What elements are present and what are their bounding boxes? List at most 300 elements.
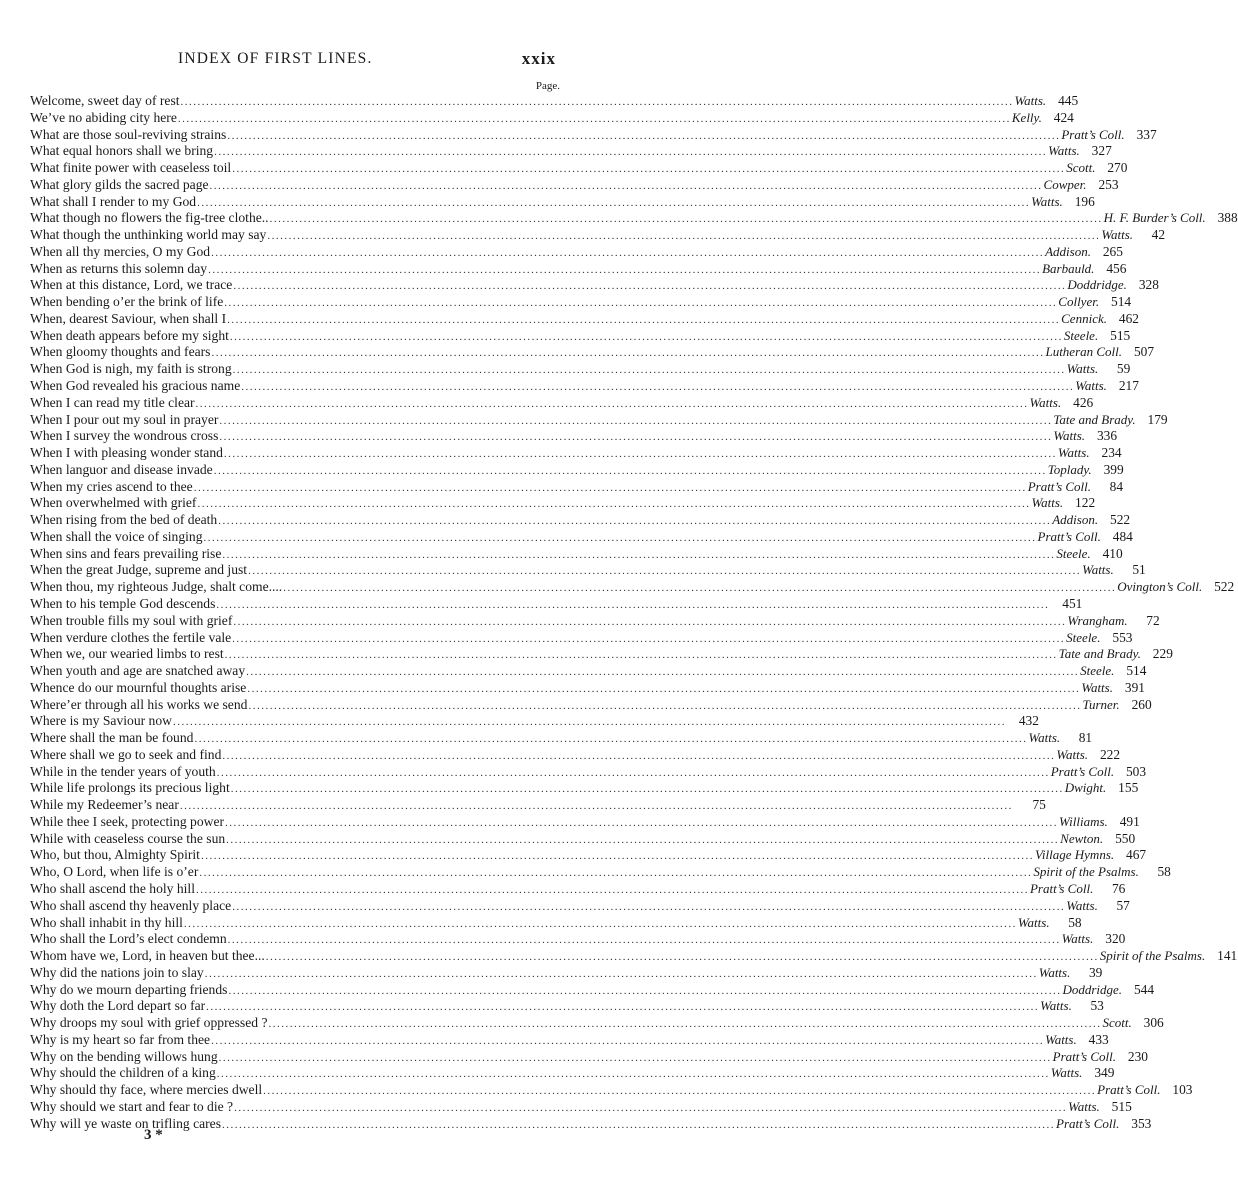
index-entry	[30, 277, 1159, 294]
dot-leader	[247, 681, 1080, 698]
hymn-page-number: 432	[1018, 713, 1039, 729]
author-name: Steele.	[1066, 629, 1101, 645]
index-entry	[30, 646, 1173, 663]
hymn-page-number: 196	[1074, 193, 1095, 209]
dot-leader	[226, 832, 1059, 849]
author-name: Addison.	[1052, 512, 1099, 528]
first-line: Why should we start and fear to die ?	[30, 1098, 234, 1114]
hymn-page-number: 391	[1124, 679, 1145, 695]
dot-leader	[222, 748, 1055, 765]
first-line: Why will ye waste on trifling cares	[30, 1115, 222, 1131]
index-entry	[30, 160, 1128, 177]
hymn-page-number: 522	[1214, 579, 1235, 595]
dot-leader	[225, 647, 1058, 664]
dot-leader	[227, 128, 1060, 145]
index-entry	[30, 864, 1171, 881]
first-line: Why should thy face, where mercies dwell	[30, 1082, 263, 1098]
dot-leader	[225, 815, 1058, 832]
first-line: What are those soul-reviving strains	[30, 126, 227, 142]
author-name: Ovington’s Coll.	[1117, 579, 1203, 595]
hymn-page-number: 503	[1125, 763, 1147, 779]
first-line: While life prolongs its precious light	[30, 780, 230, 796]
dot-leader	[218, 513, 1051, 530]
first-line: What equal honors shall we bring	[30, 143, 214, 159]
first-line: When I pour out my soul in prayer	[30, 411, 219, 427]
author-name: Pratt’s Coll.	[1061, 126, 1125, 142]
index-entry	[30, 847, 1147, 864]
index-entry	[30, 210, 1238, 227]
hymn-page-number: 467	[1126, 847, 1147, 863]
first-line: When my cries ascend to thee	[30, 478, 193, 494]
index-entry	[30, 914, 1082, 932]
first-line: When sins and fears prevailing rise	[30, 545, 222, 561]
dot-leader	[233, 278, 1066, 295]
dot-leader	[224, 446, 1057, 463]
dot-leader	[232, 161, 1065, 178]
index-entry	[30, 495, 1096, 512]
first-line: Who shall the Lord’s elect condemn	[30, 931, 227, 947]
author-name: Toplady.	[1047, 461, 1092, 477]
dot-leader	[248, 563, 1081, 580]
hymn-page-number: 336	[1096, 428, 1118, 444]
first-line: Why on the bending willows hung	[30, 1048, 218, 1064]
author-name: Cennick.	[1061, 310, 1107, 326]
index-entry	[30, 763, 1147, 781]
dot-leader	[194, 731, 1027, 748]
author-name: Pratt’s Coll.	[1056, 1115, 1120, 1131]
author-name: Cowper.	[1043, 176, 1087, 192]
hymn-page-number: 320	[1105, 931, 1126, 947]
author-name: Pratt’s Coll.	[1029, 880, 1094, 896]
author-name: Newton.	[1060, 830, 1104, 846]
author-name: Watts.	[1028, 730, 1061, 746]
dot-leader	[210, 178, 1043, 195]
dot-leader	[205, 966, 1038, 983]
hymn-page-number: 514	[1126, 663, 1147, 679]
author-name: Pratt’s Coll.	[1052, 1048, 1116, 1064]
index-entry	[30, 411, 1168, 429]
index-entry	[30, 998, 1104, 1015]
first-line: When shall the voice of singing	[30, 528, 203, 544]
dot-leader	[211, 1033, 1044, 1050]
index-entry	[30, 294, 1132, 311]
first-line: Who, O Lord, when life is o’er	[30, 864, 199, 880]
first-line: When gloomy thoughts and fears	[30, 344, 211, 360]
dot-leader	[233, 614, 1066, 631]
author-name: Watts.	[1031, 193, 1063, 209]
first-line: What finite power with ceaseless toil	[30, 160, 232, 176]
first-line: When, dearest Saviour, when shall I	[30, 310, 227, 326]
first-line: Where’er through all his works we send	[30, 696, 248, 712]
dot-leader	[208, 262, 1041, 279]
hymn-page-number: 270	[1107, 160, 1128, 176]
dot-leader	[228, 932, 1061, 949]
first-line: Who shall ascend the holy hill	[30, 880, 195, 896]
hymn-page-number: 58	[1068, 914, 1082, 930]
author-name: H. F. Burder’s Coll.	[1103, 210, 1206, 226]
index-entry	[30, 562, 1146, 579]
first-line: When rising from the bed of death	[30, 512, 218, 528]
dot-leader	[197, 195, 1030, 212]
first-line: While in the tender years of youth	[30, 763, 216, 779]
hymn-page-number: 353	[1131, 1115, 1152, 1131]
hymn-page-number: 81	[1078, 730, 1093, 746]
first-line: When languor and disease invade	[30, 461, 213, 477]
hymn-page-number: 58	[1157, 864, 1171, 880]
first-line: Where shall we go to seek and find	[30, 746, 222, 762]
author-name: Collyer.	[1058, 294, 1100, 310]
hymn-page-number: 507	[1133, 344, 1155, 360]
author-name: Watts.	[1040, 998, 1072, 1014]
first-line: When the great Judge, supreme and just	[30, 562, 248, 578]
index-entry	[30, 361, 1131, 378]
first-line: What shall I render to my God	[30, 193, 197, 209]
running-header	[0, 50, 640, 74]
index-entry	[30, 612, 1160, 630]
first-line: What though no flowers the fig-tree clothe..	[30, 210, 269, 226]
hymn-page-number: 410	[1102, 545, 1123, 561]
index-entry	[30, 512, 1131, 529]
first-line: When all thy mercies, O my God	[30, 243, 211, 259]
index-entry	[30, 746, 1121, 764]
first-line: When overwhelmed with grief	[30, 495, 197, 511]
index-entry	[30, 227, 1166, 244]
first-line: When bending o’er the brink of life	[30, 294, 224, 310]
index-entry	[30, 730, 1093, 747]
dot-leader	[219, 1050, 1052, 1067]
dot-leader	[178, 111, 1011, 128]
dot-leader	[201, 848, 1034, 865]
first-line: Whence do our mournful thoughts arise	[30, 679, 247, 695]
index-entry	[30, 713, 1039, 730]
dot-leader	[268, 1016, 1101, 1033]
index-entry	[30, 260, 1127, 278]
hymn-page-number: 399	[1103, 461, 1124, 477]
first-line: Why should the children of a king	[30, 1065, 216, 1081]
dot-leader	[197, 496, 1030, 513]
first-line: When trouble fills my soul with grief	[30, 612, 233, 628]
index-entry	[30, 830, 1136, 848]
hymn-page-number: 451	[1062, 595, 1083, 611]
index-entry	[30, 880, 1126, 898]
dot-leader	[241, 379, 1074, 396]
dot-leader	[248, 698, 1081, 715]
dot-leader	[211, 345, 1044, 362]
dot-leader	[214, 463, 1047, 480]
hymn-page-number: 515	[1111, 1098, 1132, 1114]
first-line: Who, but thou, Almighty Spirit	[30, 847, 200, 863]
dot-leader	[219, 413, 1052, 430]
dot-leader	[233, 362, 1066, 379]
hymn-page-number: 550	[1115, 830, 1136, 846]
dot-leader	[211, 245, 1044, 262]
dot-leader	[217, 765, 1050, 782]
first-line: Who shall inhabit in thy hill	[30, 914, 183, 930]
hymn-page-number: 51	[1132, 562, 1146, 578]
hymn-page-number: 424	[1053, 109, 1074, 125]
first-line: When verdure clothes the fertile vale	[30, 629, 232, 645]
dot-leader	[232, 631, 1065, 648]
author-name: Watts.	[1045, 1031, 1077, 1047]
hymn-page-number: 514	[1111, 294, 1132, 310]
first-line: When I survey the wondrous cross	[30, 428, 219, 444]
dot-leader	[196, 396, 1029, 413]
dot-leader	[234, 1100, 1067, 1117]
hymn-page-number: 253	[1098, 176, 1119, 192]
index-entry	[30, 663, 1147, 680]
first-line: What though the unthinking world may say	[30, 227, 267, 243]
hymn-page-number: 234	[1101, 445, 1122, 461]
hymn-page-number: 230	[1127, 1048, 1148, 1064]
dot-leader	[180, 798, 1013, 815]
dot-leader	[222, 547, 1055, 564]
dot-leader	[246, 664, 1079, 681]
hymn-page-number: 553	[1112, 629, 1133, 645]
dot-leader	[231, 781, 1064, 798]
hymn-page-number: 462	[1118, 310, 1139, 326]
first-line: Who shall ascend thy heavenly place	[30, 897, 232, 913]
hymn-page-number: 484	[1112, 528, 1133, 544]
dot-leader	[204, 530, 1037, 547]
hymn-page-number: 229	[1152, 646, 1173, 662]
index-entry	[30, 93, 1079, 110]
index-entry	[30, 1015, 1164, 1032]
author-name: Turner.	[1082, 696, 1120, 712]
first-line: When at this distance, Lord, we trace	[30, 277, 233, 293]
index-entry	[30, 1082, 1193, 1099]
hymn-page-number: 59	[1116, 361, 1131, 377]
author-name: Barbauld.	[1042, 260, 1095, 276]
author-name: Watts.	[1066, 897, 1098, 913]
author-name: Watts.	[1066, 361, 1099, 377]
first-line: What glory gilds the sacred page	[30, 176, 209, 192]
hymn-page-number: 222	[1099, 746, 1121, 762]
index-entry	[30, 964, 1103, 982]
hymn-page-number: 328	[1138, 277, 1159, 293]
hymn-page-number: 433	[1088, 1031, 1109, 1047]
dot-leader	[224, 295, 1057, 312]
hymn-page-number: 141	[1217, 948, 1238, 964]
first-line: When I with pleasing wonder stand	[30, 445, 223, 461]
hymn-page-number: 75	[1032, 797, 1046, 813]
dot-leader	[216, 597, 1049, 614]
author-name: Village Hymns.	[1034, 847, 1115, 863]
author-name: Watts.	[1053, 428, 1086, 444]
first-line: When death appears before my sight	[30, 327, 229, 343]
hymn-page-number: 122	[1075, 495, 1096, 511]
dot-leader	[219, 429, 1052, 446]
author-name: Pratt’s Coll.	[1037, 528, 1101, 544]
dot-leader	[184, 916, 1017, 933]
dot-leader	[206, 999, 1039, 1016]
page-column-label: Page.	[535, 80, 560, 92]
index-list	[30, 93, 1238, 1132]
author-name: Watts.	[1050, 1065, 1083, 1081]
hymn-page-number: 42	[1151, 227, 1166, 243]
index-entry	[30, 780, 1139, 797]
hymn-page-number: 84	[1109, 478, 1124, 494]
hymn-page-number: 57	[1116, 897, 1130, 913]
author-name: Watts.	[1068, 1098, 1100, 1114]
first-line: When I can read my title clear	[30, 394, 195, 410]
index-entry	[30, 378, 1139, 395]
index-entry	[30, 428, 1118, 445]
hymn-page-number: 265	[1102, 243, 1123, 259]
dot-leader	[214, 144, 1047, 161]
dot-leader	[266, 949, 1099, 966]
index-entry	[30, 797, 1046, 814]
hymn-page-number: 39	[1088, 964, 1103, 980]
author-name: Watts.	[1038, 964, 1071, 980]
hymn-page-number: 426	[1073, 394, 1094, 410]
index-entry	[30, 344, 1155, 361]
author-name: Watts.	[1061, 931, 1094, 947]
author-name: Scott.	[1066, 160, 1096, 176]
dot-leader	[227, 312, 1060, 329]
index-entry	[30, 629, 1133, 647]
index-entry	[30, 327, 1131, 345]
first-line: Why doth the Lord depart so far	[30, 998, 206, 1014]
index-entry	[30, 595, 1083, 613]
index-entry	[30, 897, 1130, 915]
hymn-page-number: 515	[1110, 327, 1131, 343]
first-line: When to his temple God descends	[30, 595, 216, 611]
hymn-page-number: 445	[1058, 93, 1079, 108]
first-line: Why do we mourn departing friends	[30, 981, 228, 997]
first-line: While with ceaseless course the sun	[30, 830, 226, 846]
author-name: Watts.	[1014, 93, 1047, 108]
index-entry	[30, 109, 1074, 127]
author-name: Scott.	[1102, 1015, 1132, 1031]
author-name: Tate and Brady.	[1058, 646, 1141, 662]
hymn-page-number: 72	[1146, 612, 1160, 628]
author-name: Steele.	[1080, 663, 1115, 679]
page-title: INDEX OF FIRST LINES.	[178, 50, 373, 67]
hymn-page-number: 179	[1147, 411, 1168, 427]
first-line: Why did the nations join to slay	[30, 964, 204, 980]
dot-leader	[267, 228, 1100, 245]
author-name: Pratt’s Coll.	[1050, 763, 1115, 779]
author-name: Pratt’s Coll.	[1027, 478, 1092, 494]
index-entry	[30, 176, 1119, 194]
hymn-page-number: 306	[1143, 1015, 1164, 1031]
hymn-page-number: 337	[1136, 126, 1157, 142]
index-entry	[30, 478, 1124, 496]
index-entry	[30, 813, 1140, 831]
first-line: Whom have we, Lord, in heaven but thee...	[30, 948, 265, 964]
hymn-page-number: 327	[1091, 143, 1112, 159]
author-name: Steele.	[1056, 545, 1091, 561]
hymn-page-number: 155	[1118, 780, 1139, 796]
index-entry	[30, 1065, 1115, 1082]
first-line: Welcome, sweet day of rest	[30, 93, 180, 108]
index-entry	[30, 394, 1094, 412]
author-name: Steele.	[1063, 327, 1099, 343]
hymn-page-number: 260	[1131, 696, 1152, 712]
index-entry	[30, 1048, 1148, 1066]
hymn-page-number: 544	[1133, 981, 1155, 997]
index-entry	[30, 679, 1145, 697]
author-name: Dwight.	[1064, 780, 1107, 796]
dot-leader	[217, 1066, 1050, 1083]
index-entry	[30, 143, 1112, 160]
author-name: Watts.	[1029, 394, 1062, 410]
author-name: Doddridge.	[1062, 981, 1123, 997]
dot-leader	[283, 580, 1116, 597]
first-line: When as returns this solemn day	[30, 260, 208, 276]
author-name: Watts.	[1031, 495, 1064, 511]
hymn-page-number: 388	[1217, 210, 1238, 226]
hymn-page-number: 53	[1090, 998, 1104, 1014]
dot-leader	[196, 882, 1029, 899]
dot-leader	[199, 865, 1032, 882]
hymn-page-number: 103	[1172, 1082, 1193, 1098]
first-line: Where shall the man be found	[30, 730, 194, 746]
dot-leader	[194, 480, 1027, 497]
index-entry	[30, 243, 1123, 261]
dot-leader	[228, 983, 1061, 1000]
dot-leader	[173, 714, 1006, 731]
first-line: When youth and age are snatched away	[30, 663, 246, 679]
hymn-page-number: 349	[1094, 1065, 1115, 1081]
hymn-page-number: 76	[1111, 880, 1126, 896]
index-entry	[30, 931, 1126, 948]
index-entry	[30, 126, 1157, 144]
author-name: Spirit of the Psalms.	[1099, 948, 1206, 964]
author-name: Doddridge.	[1067, 277, 1127, 293]
author-name: Addison.	[1045, 243, 1091, 259]
page-number: xxix	[521, 49, 556, 68]
author-name: Watts.	[1056, 746, 1089, 762]
dot-leader	[181, 94, 1014, 111]
first-line: When thou, my righteous Judge, shalt come....	[30, 579, 283, 595]
first-line: We’ve no abiding city here	[30, 109, 177, 125]
author-name: Spirit of the Psalms.	[1033, 864, 1139, 880]
author-name: Watts.	[1075, 378, 1107, 394]
author-name: Kelly.	[1011, 109, 1042, 125]
first-line: Why is my heart so far from thee	[30, 1031, 211, 1047]
hymn-page-number: 491	[1119, 813, 1140, 829]
author-name: Watts.	[1057, 445, 1090, 461]
hymn-page-number: 217	[1118, 378, 1139, 394]
first-line: While thee I seek, protecting power	[30, 813, 225, 829]
author-name: Watts.	[1081, 679, 1113, 695]
author-name: Watts.	[1082, 562, 1114, 578]
author-name: Williams.	[1059, 813, 1108, 829]
index-entry	[30, 461, 1124, 479]
dot-leader	[263, 1083, 1096, 1100]
author-name: Wrangham.	[1067, 612, 1128, 628]
author-name: Lutheran Coll.	[1045, 344, 1123, 360]
first-line: Why droops my soul with grief oppressed ?	[30, 1015, 268, 1031]
index-entry	[30, 1031, 1109, 1049]
index-entry	[30, 528, 1133, 546]
author-name: Watts.	[1101, 227, 1134, 243]
hymn-page-number: 522	[1110, 512, 1131, 528]
index-entry	[30, 545, 1123, 563]
dot-leader	[230, 329, 1063, 346]
first-line: Where is my Saviour now	[30, 713, 172, 729]
author-name: Watts.	[1017, 914, 1050, 930]
index-entry	[30, 1115, 1152, 1133]
first-line: When we, our wearied limbs to rest	[30, 646, 224, 662]
signature-mark: 3 *	[144, 1127, 163, 1143]
index-entry	[30, 579, 1235, 596]
first-line: When God is nigh, my faith is strong	[30, 361, 232, 377]
author-name: Tate and Brady.	[1053, 411, 1136, 427]
index-entry	[30, 1098, 1132, 1116]
author-name: Watts.	[1048, 143, 1080, 159]
